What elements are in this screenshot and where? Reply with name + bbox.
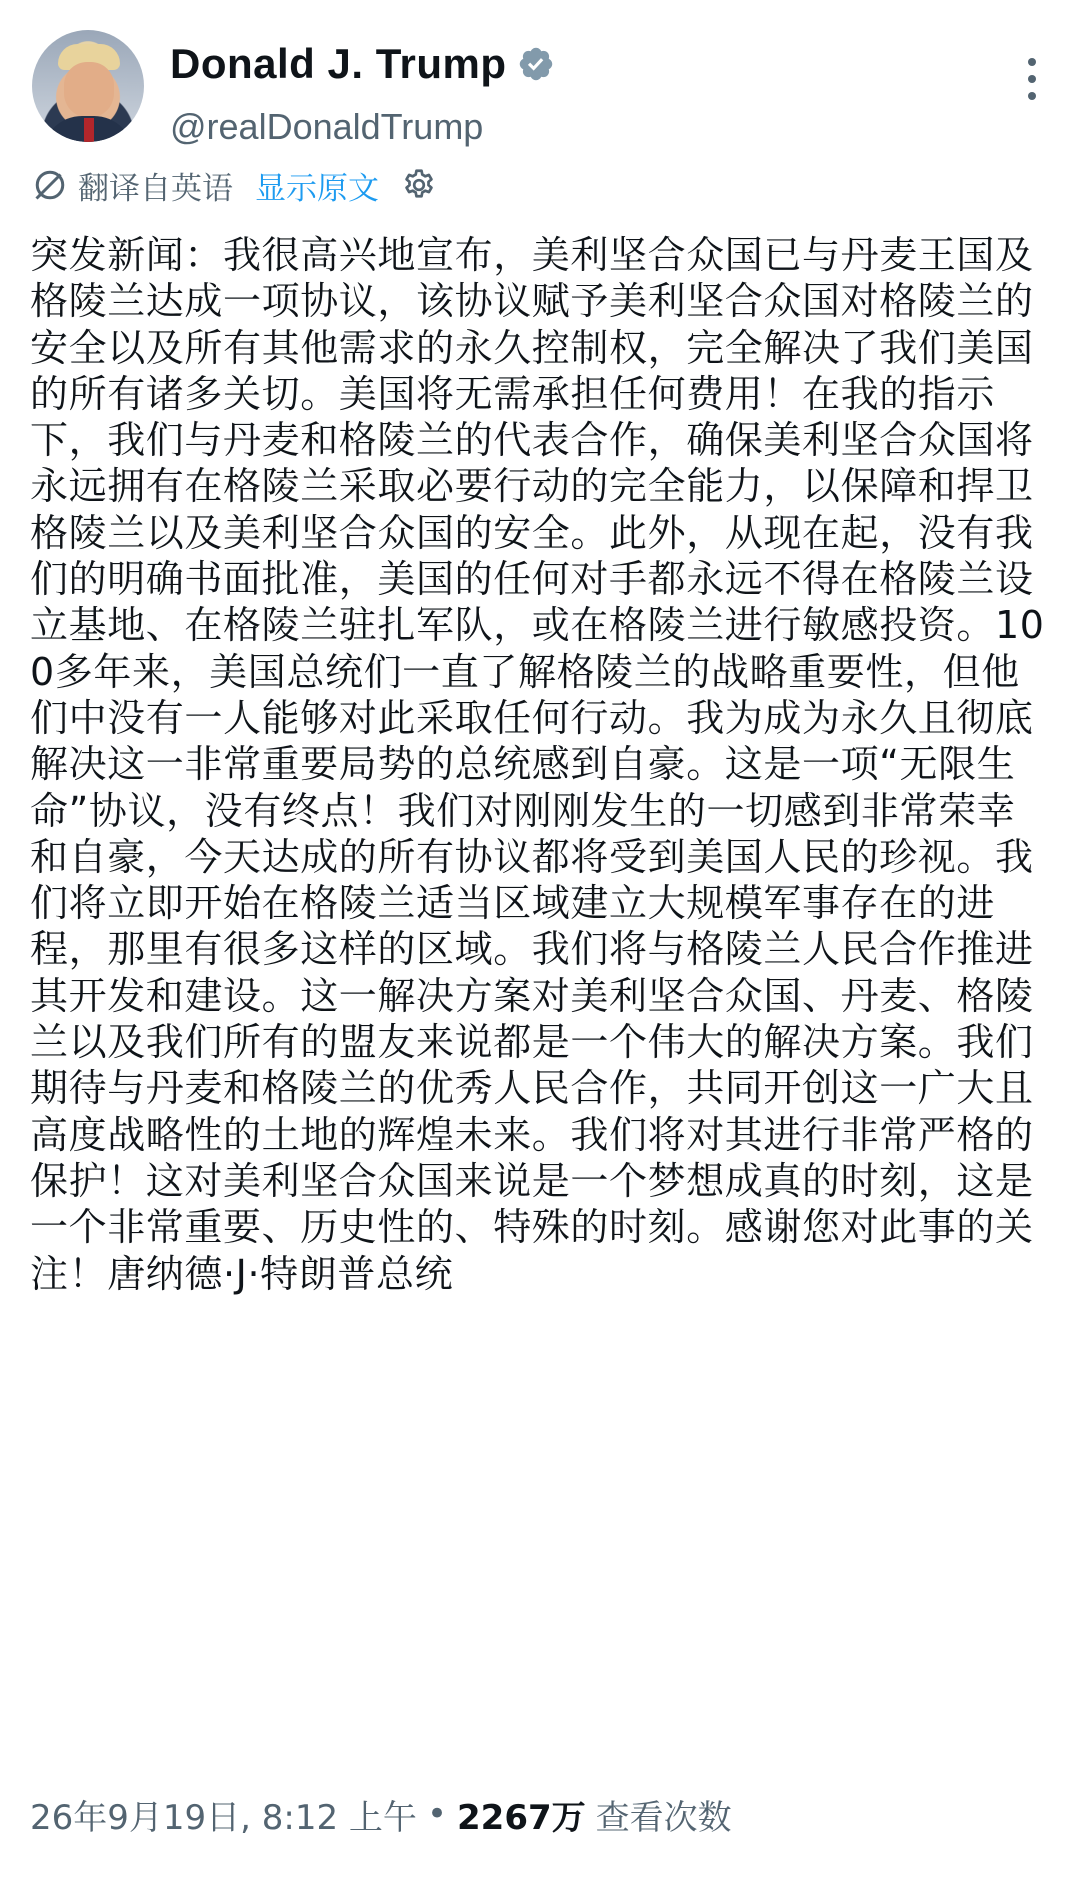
views-label: 查看次数: [595, 1797, 732, 1838]
tweet-timestamp[interactable]: 26年9月19日, 8:12 上午: [30, 1797, 417, 1838]
avatar[interactable]: [32, 30, 144, 142]
user-handle[interactable]: @realDonaldTrump: [170, 106, 484, 147]
display-name[interactable]: Donald J. Trump: [170, 40, 507, 87]
verified-badge-icon: [517, 45, 555, 83]
tweet-meta: [30, 1790, 732, 1838]
views-count: 2267万: [457, 1797, 586, 1838]
more-dot: [1028, 58, 1036, 66]
gear-icon[interactable]: [401, 167, 437, 203]
avatar-face: [64, 62, 114, 118]
translate-icon: [32, 167, 68, 203]
translation-bar: [32, 160, 437, 210]
name-row: [170, 40, 555, 88]
tweet-header: [32, 30, 1048, 150]
more-dot: [1028, 92, 1036, 100]
meta-separator: •: [426, 1794, 447, 1834]
avatar-tie: [84, 118, 94, 142]
more-vertical-icon[interactable]: [1022, 58, 1042, 114]
tweet-text: 突发新闻：我很高兴地宣布，美利坚合众国已与丹麦王国及格陵兰达成一项协议，该协议赋予美利坚合众国对格陵兰的安全以及所有其他需求的永久控制权，完全解决了我们美国的所有诸多关切。美国将无需承担任何费用！在我的指示下，我们与丹麦和格陵兰的代表合作，确保美利坚合众国将永远拥有在格陵兰采取必要行动的完全能力，以保障和捍卫格陵兰以及美利坚合众国的安全。此外，从现在起，没有我们的明确书面批准，美国的任何对手都永远不得在格陵兰设立基地、在格陵兰驻扎军队，或在格陵兰进行敏感投资。100多年来，美国总统们一直了解格陵兰的战略重要性，但他们中没有一人能够对此采取任何行动。我为成为永久且彻底解决这一非常重要局势的总统感到自豪。这是一项“无限生命”协议，没有终点！我们对刚刚发生的一切感到非常荣幸和自豪，今天达成的所有协议都将受到美国人民的珍视。我们将立即开始在格陵兰适当区域建立大规模军事存在的进程，那里有很多这样的区域。我们将与格陵兰人民合作推进其开发和建设。这一解决方案对美利坚合众国、丹麦、格陵兰以及我们所有的盟友来说都是一个伟大的解决方案。我们期待与丹麦和格陵兰的优秀人民合作，共同开创这一广大且高度战略性的土地的辉煌未来。我们将对其进行非常严格的保护！这对美利坚合众国来说是一个梦想成真的时刻，这是一个非常重要、历史性的、特殊的时刻。感谢您对此事的关注！唐纳德·J·特朗普总统: [30, 233, 1045, 1296]
translation-label: 翻译自英语: [78, 170, 233, 207]
show-original-link[interactable]: 显示原文: [255, 170, 379, 207]
more-dot: [1028, 75, 1036, 83]
